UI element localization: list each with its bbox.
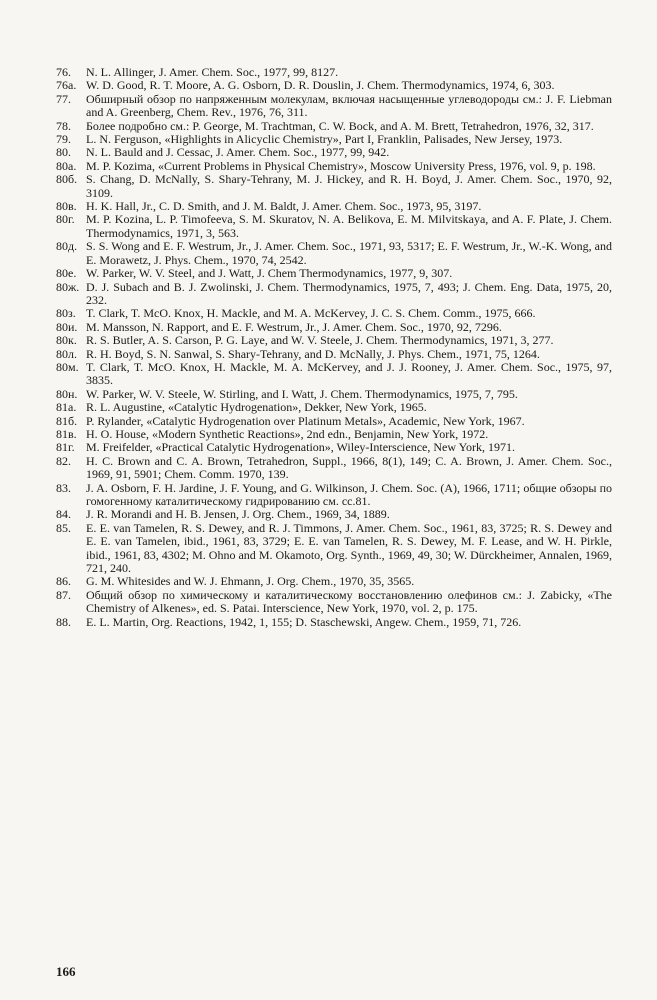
reference-entry bbox=[56, 281, 612, 308]
reference-text: N. L. Bauld and J. Cessac, J. Amer. Chem. Soc., 1977, 99, 942. bbox=[86, 145, 390, 160]
reference-text: E. E. van Tamelen, R. S. Dewey, and R. J. Timmons, J. Amer. Chem. Soc., 1961, 83, 3725; R. S. Dewey and E. E. van Tamelen, ibid., 1961, 83, 3729; E. E. van Tamelen, R. S. Dewey, M. F. Lease, and W. H. Pirkle, ibid., 1961, 83, 4302; M. Ohno and M. Okamoto, Org. Synth., 1969, 49, 30; W. Dürckheimer, Annalen, 1969, 721, 240. bbox=[86, 520, 612, 576]
reference-number: 80л. bbox=[56, 346, 77, 361]
reference-number: 80в. bbox=[56, 199, 77, 214]
reference-number: 81a. bbox=[56, 400, 77, 415]
reference-text: H. O. House, «Modern Synthetic Reactions», 2nd edn., Benjamin, New York, 1972. bbox=[86, 426, 489, 441]
reference-entry bbox=[56, 334, 612, 347]
reference-entry bbox=[56, 428, 612, 441]
reference-entry bbox=[56, 508, 612, 521]
reference-entry bbox=[56, 348, 612, 361]
reference-text: R. H. Boyd, S. N. Sanwal, S. Shary-Tehrany, and D. McNally, J. Phys. Chem., 1971, 75, 1264. bbox=[86, 346, 540, 361]
reference-entry bbox=[56, 120, 612, 133]
reference-entry bbox=[56, 146, 612, 159]
reference-number: 78. bbox=[56, 118, 71, 133]
reference-number: 81б. bbox=[56, 413, 78, 428]
reference-number: 84. bbox=[56, 507, 71, 522]
reference-list bbox=[56, 66, 612, 629]
reference-text: W. Parker, W. V. Steele, W. Stirling, and I. Watt, J. Chem. Thermodynamics, 1975, 7, 795. bbox=[86, 386, 518, 401]
reference-text: Более подробно см.: P. George, M. Trachtman, C. W. Bock, and A. M. Brett, Tetrahedron, 1976, 32, 317. bbox=[86, 118, 594, 133]
reference-text: M. P. Kozima, «Current Problems in Physical Chemistry», Moscow University Press, 1976, vol. 9, p. 198. bbox=[86, 158, 596, 173]
reference-text: H. K. Hall, Jr., C. D. Smith, and J. M. Baldt, J. Amer. Chem. Soc., 1973, 95, 3197. bbox=[86, 199, 482, 214]
reference-entry bbox=[56, 321, 612, 334]
reference-number: 81в. bbox=[56, 426, 77, 441]
reference-text: R. L. Augustine, «Catalytic Hydrogenation», Dekker, New York, 1965. bbox=[86, 400, 427, 415]
reference-entry bbox=[56, 575, 612, 588]
reference-number: 82. bbox=[56, 453, 71, 468]
reference-number: 87. bbox=[56, 587, 71, 602]
reference-number: 80м. bbox=[56, 359, 79, 374]
reference-number: 80г. bbox=[56, 212, 75, 227]
reference-entry bbox=[56, 616, 612, 629]
reference-text: S. S. Wong and E. F. Westrum, Jr., J. Amer. Chem. Soc., 1971, 93, 5317; E. F. Westrum, Jr., W.-K. Wong, and E. Morawetz, J. Phys. Chem., 1970, 74, 2542. bbox=[86, 239, 612, 267]
reference-entry bbox=[56, 267, 612, 280]
reference-text: M. Freifelder, «Practical Catalytic Hydrogenation», Wiley-Interscience, New York, 1971. bbox=[86, 440, 516, 455]
reference-entry bbox=[56, 482, 612, 509]
reference-number: 80к. bbox=[56, 333, 77, 348]
page-number: 166 bbox=[56, 964, 76, 979]
reference-number: 80е. bbox=[56, 266, 77, 281]
reference-text: R. S. Butler, A. S. Carson, P. G. Laye, and W. V. Steele, J. Chem. Thermodynamics, 1971, 3, 277. bbox=[86, 333, 554, 348]
reference-text: G. M. Whitesides and W. J. Ehmann, J. Org. Chem., 1970, 35, 3565. bbox=[86, 574, 415, 589]
reference-text: E. L. Martin, Org. Reactions, 1942, 1, 155; D. Staschewski, Angew. Chem., 1959, 71, 726. bbox=[86, 614, 522, 629]
reference-entry bbox=[56, 173, 612, 200]
reference-entry bbox=[56, 79, 612, 92]
reference-text: L. N. Ferguson, «Highlights in Alicyclic Chemistry», Part I, Franklin, Palisades, New Jersey, 1973. bbox=[86, 132, 563, 147]
reference-number: 86. bbox=[56, 574, 71, 589]
reference-text: D. J. Subach and B. J. Zwolinski, J. Chem. Thermodynamics, 1975, 7, 493; J. Chem. Eng. Data, 1975, 20, 232. bbox=[86, 279, 612, 307]
reference-entry bbox=[56, 66, 612, 79]
reference-number: 79. bbox=[56, 132, 71, 147]
reference-number: 80. bbox=[56, 145, 71, 160]
reference-entry bbox=[56, 213, 612, 240]
reference-text: J. A. Osborn, F. H. Jardine, J. F. Young, and G. Wilkinson, J. Chem. Soc. (A), 1966, 1711; общие обзоры по гомогенному каталитическому гидрированию см. сс.81. bbox=[86, 480, 612, 508]
reference-entry bbox=[56, 93, 612, 120]
reference-text: Общий обзор по химическому и каталитическому восстановлению олефинов см.: J. Zabicky, «The Chemistry of Alkenes», ed. S. Patai. Interscience, New York, 1970, vol. 2, p. 175. bbox=[86, 587, 612, 616]
reference-text: W. D. Good, R. T. Moore, A. G. Osborn, D. R. Douslin, J. Chem. Thermodynamics, 1974, 6, 303. bbox=[86, 78, 555, 93]
reference-entry bbox=[56, 388, 612, 401]
reference-text: T. Clark, T. McO. Knox, H. Mackle, and M. A. McKervey, J. C. S. Chem. Comm., 1975, 666. bbox=[86, 306, 536, 321]
reference-text: Обширный обзор по напряженным молекулам, включая насыщенные углеводороды см.: J. F. Liebman and A. Greenberg, Chem. Rev., 1976, 76, 311. bbox=[86, 91, 612, 120]
reference-entry bbox=[56, 589, 612, 616]
reference-number: 81г. bbox=[56, 440, 75, 455]
reference-entry bbox=[56, 361, 612, 388]
reference-entry bbox=[56, 160, 612, 173]
reference-entry bbox=[56, 307, 612, 320]
reference-number: 76. bbox=[56, 65, 71, 79]
reference-number: 83. bbox=[56, 480, 71, 495]
reference-text: P. Rylander, «Catalytic Hydrogenation over Platinum Metals», Academic, New York, 1967. bbox=[86, 413, 525, 428]
reference-entry bbox=[56, 401, 612, 414]
reference-text: N. L. Allinger, J. Amer. Chem. Soc., 1977, 99, 8127. bbox=[86, 65, 339, 79]
reference-number: 80б. bbox=[56, 172, 78, 187]
reference-number: 88. bbox=[56, 614, 71, 629]
reference-entry bbox=[56, 522, 612, 576]
reference-text: H. C. Brown and C. A. Brown, Tetrahedron, Suppl., 1966, 8(1), 149; C. A. Brown, J. Amer. Chem. Soc., 1969, 91, 5901; Chem. Comm. 1970, 139. bbox=[86, 453, 612, 482]
reference-number: 80з. bbox=[56, 306, 76, 321]
reference-number: 77. bbox=[56, 91, 71, 106]
reference-number: 80и. bbox=[56, 319, 78, 334]
reference-entry bbox=[56, 455, 612, 482]
reference-number: 80a. bbox=[56, 158, 77, 173]
reference-entry bbox=[56, 415, 612, 428]
reference-text: M. P. Kozina, L. P. Timofeeva, S. M. Skuratov, N. A. Belikova, E. M. Milvitskaya, and A. F. Plate, J. Chem. Thermodynamics, 1971, 3, 563. bbox=[86, 212, 612, 240]
reference-number: 76a. bbox=[56, 78, 77, 93]
reference-entry bbox=[56, 441, 612, 454]
reference-number: 80н. bbox=[56, 386, 78, 401]
reference-text: S. Chang, D. McNally, S. Shary-Tehrany, M. J. Hickey, and R. H. Boyd, J. Amer. Chem. Soc., 1970, 92, 3109. bbox=[86, 172, 612, 200]
reference-number: 85. bbox=[56, 520, 71, 535]
reference-text: M. Mansson, N. Rapport, and E. F. Westrum, Jr., J. Amer. Chem. Soc., 1970, 92, 7296. bbox=[86, 319, 502, 334]
reference-entry bbox=[56, 200, 612, 213]
reference-entry bbox=[56, 133, 612, 146]
reference-number: 80ж. bbox=[56, 279, 80, 294]
reference-text: J. R. Morandi and H. B. Jensen, J. Org. Chem., 1969, 34, 1889. bbox=[86, 507, 390, 522]
reference-text: T. Clark, T. McO. Knox, H. Mackle, M. A. McKervey, and J. J. Rooney, J. Amer. Chem. Soc., 1975, 97, 3835. bbox=[86, 359, 612, 388]
reference-entry bbox=[56, 240, 612, 267]
reference-text: W. Parker, W. V. Steel, and J. Watt, J. Chem Thermodynamics, 1977, 9, 307. bbox=[86, 266, 453, 281]
reference-number: 80д. bbox=[56, 239, 78, 254]
